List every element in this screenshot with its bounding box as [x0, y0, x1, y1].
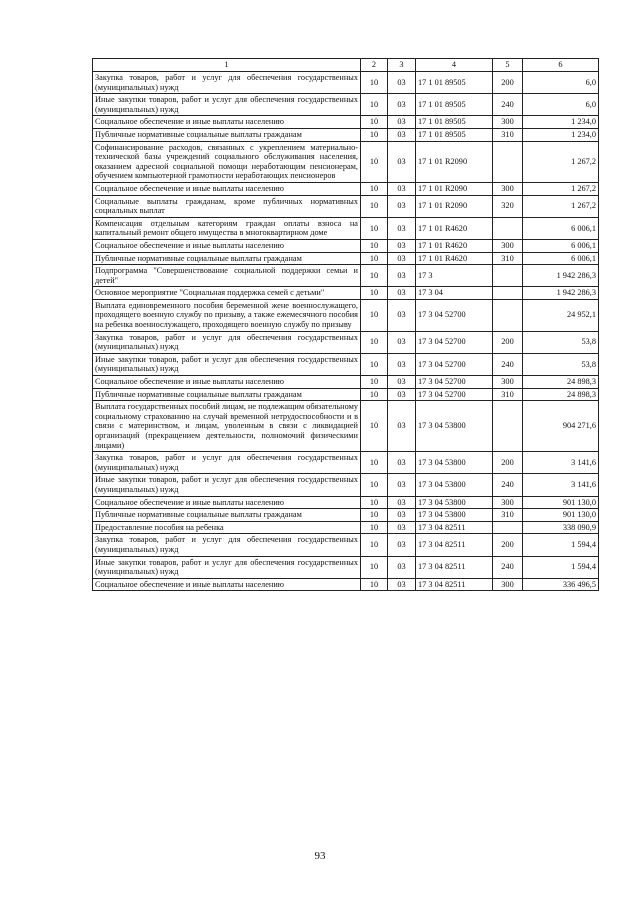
table-row [93, 265, 599, 287]
row-target-code: 17 1 01 89505 [416, 72, 493, 94]
row-subsection: 03 [388, 299, 416, 331]
row-section: 10 [361, 252, 388, 265]
row-expense-type [493, 521, 523, 534]
budget-table [92, 58, 599, 591]
row-expense-type [493, 299, 523, 331]
row-section: 10 [361, 452, 388, 474]
row-expense-type: 300 [493, 239, 523, 252]
row-subsection: 03 [388, 141, 416, 182]
table-row [93, 376, 599, 389]
row-name: Выплата государственных пособий лицам, не подлежащим обязательному социальному страхованию на случай временной нетрудоспособности и в связи с материнством, и лицам, уволенным в связи с ликвидацией организаций (прекращением деятельности, полномочий физическими лицами) [93, 401, 361, 452]
row-amount: 1 594,4 [523, 534, 599, 556]
row-subsection: 03 [388, 556, 416, 578]
row-amount: 24 898,3 [523, 376, 599, 389]
row-amount: 901 130,0 [523, 509, 599, 522]
row-name: Софинансирование расходов, связанных с укреплением материально-технической базы учреждений социального обслуживания населения, оказанием адресной социальной помощи неработающим пенсионерам, обучением компьютерной грамотности неработающих пенсионеров [93, 141, 361, 182]
row-expense-type: 300 [493, 376, 523, 389]
row-target-code: 17 3 04 52700 [416, 299, 493, 331]
row-name: Выплата единовременного пособия беременной жене военнослужащего, проходящего военную службу по призыву, а также ежемесячного пособия на ребенка военнослужащего, проходящего военную службу по призыву [93, 299, 361, 331]
row-subsection: 03 [388, 287, 416, 300]
row-expense-type: 200 [493, 452, 523, 474]
header-col-5: 5 [493, 59, 523, 72]
row-target-code: 17 1 01 R2090 [416, 195, 493, 217]
table-row [93, 116, 599, 129]
table-row [93, 509, 599, 522]
row-target-code: 17 1 01 R4620 [416, 217, 493, 239]
row-name: Закупка товаров, работ и услуг для обеспечения государственных (муниципальных) нужд [93, 534, 361, 556]
row-section: 10 [361, 401, 388, 452]
row-expense-type: 300 [493, 578, 523, 591]
row-section: 10 [361, 116, 388, 129]
row-amount: 1 234,0 [523, 128, 599, 141]
row-name: Закупка товаров, работ и услуг для обеспечения государственных (муниципальных) нужд [93, 331, 361, 353]
table-row [93, 94, 599, 116]
row-target-code: 17 3 04 82511 [416, 534, 493, 556]
header-col-6: 6 [523, 59, 599, 72]
row-name: Публичные нормативные социальные выплаты гражданам [93, 388, 361, 401]
header-row [93, 59, 599, 72]
row-section: 10 [361, 265, 388, 287]
row-name: Социальное обеспечение и иные выплаты населению [93, 578, 361, 591]
row-expense-type: 200 [493, 534, 523, 556]
row-amount: 1 942 286,3 [523, 265, 599, 287]
row-expense-type [493, 141, 523, 182]
row-target-code: 17 1 01 89505 [416, 128, 493, 141]
row-amount: 904 271,6 [523, 401, 599, 452]
row-amount: 53,8 [523, 353, 599, 375]
row-target-code: 17 3 04 52700 [416, 331, 493, 353]
table-row [93, 452, 599, 474]
table-row [93, 287, 599, 300]
row-target-code: 17 3 04 [416, 287, 493, 300]
row-amount: 6,0 [523, 94, 599, 116]
row-target-code: 17 3 04 82511 [416, 556, 493, 578]
table-row [93, 353, 599, 375]
row-section: 10 [361, 195, 388, 217]
row-expense-type: 240 [493, 474, 523, 496]
row-target-code: 17 1 01 R4620 [416, 239, 493, 252]
row-subsection: 03 [388, 182, 416, 195]
row-section: 10 [361, 331, 388, 353]
row-amount: 1 267,2 [523, 182, 599, 195]
table-row [93, 496, 599, 509]
row-amount: 3 141,6 [523, 474, 599, 496]
row-section: 10 [361, 521, 388, 534]
row-expense-type: 310 [493, 128, 523, 141]
row-subsection: 03 [388, 252, 416, 265]
row-name: Иные закупки товаров, работ и услуг для обеспечения государственных (муниципальных) нужд [93, 556, 361, 578]
table-row [93, 521, 599, 534]
row-section: 10 [361, 239, 388, 252]
row-expense-type: 240 [493, 94, 523, 116]
row-amount: 6 006,1 [523, 239, 599, 252]
row-section: 10 [361, 509, 388, 522]
row-subsection: 03 [388, 128, 416, 141]
table-row [93, 388, 599, 401]
table-row [93, 534, 599, 556]
row-expense-type: 300 [493, 496, 523, 509]
row-target-code: 17 1 01 R4620 [416, 252, 493, 265]
row-section: 10 [361, 141, 388, 182]
row-amount: 6 006,1 [523, 217, 599, 239]
row-amount: 1 267,2 [523, 195, 599, 217]
row-section: 10 [361, 376, 388, 389]
row-target-code: 17 3 04 82511 [416, 521, 493, 534]
row-expense-type [493, 401, 523, 452]
row-subsection: 03 [388, 239, 416, 252]
row-expense-type: 310 [493, 388, 523, 401]
row-target-code: 17 3 [416, 265, 493, 287]
row-target-code: 17 3 04 52700 [416, 388, 493, 401]
row-target-code: 17 3 04 52700 [416, 376, 493, 389]
table-row [93, 556, 599, 578]
row-target-code: 17 3 04 53800 [416, 474, 493, 496]
row-section: 10 [361, 217, 388, 239]
row-target-code: 17 1 01 R2090 [416, 141, 493, 182]
table-row [93, 195, 599, 217]
row-subsection: 03 [388, 452, 416, 474]
row-amount: 6,0 [523, 72, 599, 94]
row-subsection: 03 [388, 521, 416, 534]
row-amount: 338 090,9 [523, 521, 599, 534]
row-section: 10 [361, 182, 388, 195]
table-row [93, 182, 599, 195]
row-subsection: 03 [388, 534, 416, 556]
row-subsection: 03 [388, 353, 416, 375]
row-section: 10 [361, 128, 388, 141]
row-expense-type: 300 [493, 182, 523, 195]
row-amount: 24 952,1 [523, 299, 599, 331]
row-subsection: 03 [388, 388, 416, 401]
row-subsection: 03 [388, 509, 416, 522]
row-expense-type [493, 265, 523, 287]
row-subsection: 03 [388, 72, 416, 94]
row-name: Иные закупки товаров, работ и услуг для обеспечения государственных (муниципальных) нужд [93, 474, 361, 496]
row-name: Закупка товаров, работ и услуг для обеспечения государственных (муниципальных) нужд [93, 72, 361, 94]
header-col-4: 4 [416, 59, 493, 72]
page-number: 93 [314, 850, 326, 862]
row-target-code: 17 1 01 89505 [416, 116, 493, 129]
row-expense-type: 320 [493, 195, 523, 217]
row-name: Социальные выплаты гражданам, кроме публичных нормативных социальных выплат [93, 195, 361, 217]
table-row [93, 578, 599, 591]
row-name: Социальное обеспечение и иные выплаты населению [93, 376, 361, 389]
row-amount: 1 267,2 [523, 141, 599, 182]
row-target-code: 17 3 04 82511 [416, 578, 493, 591]
row-subsection: 03 [388, 116, 416, 129]
row-name: Социальное обеспечение и иные выплаты населению [93, 182, 361, 195]
row-subsection: 03 [388, 217, 416, 239]
row-expense-type: 310 [493, 509, 523, 522]
table-row [93, 141, 599, 182]
row-subsection: 03 [388, 331, 416, 353]
row-subsection: 03 [388, 94, 416, 116]
row-name: Подпрограмма "Совершенствование социальной поддержки семьи и детей" [93, 265, 361, 287]
row-expense-type: 200 [493, 72, 523, 94]
row-amount: 1 594,4 [523, 556, 599, 578]
row-amount: 336 496,5 [523, 578, 599, 591]
row-target-code: 17 3 04 52700 [416, 353, 493, 375]
row-section: 10 [361, 496, 388, 509]
row-name: Публичные нормативные социальные выплаты гражданам [93, 509, 361, 522]
row-subsection: 03 [388, 474, 416, 496]
row-amount: 53,8 [523, 331, 599, 353]
row-name: Социальное обеспечение и иные выплаты населению [93, 116, 361, 129]
row-amount: 24 898,3 [523, 388, 599, 401]
row-amount: 901 130,0 [523, 496, 599, 509]
table-row [93, 72, 599, 94]
row-subsection: 03 [388, 265, 416, 287]
row-section: 10 [361, 287, 388, 300]
row-section: 10 [361, 474, 388, 496]
table-row [93, 299, 599, 331]
row-expense-type [493, 217, 523, 239]
row-section: 10 [361, 94, 388, 116]
row-name: Закупка товаров, работ и услуг для обеспечения государственных (муниципальных) нужд [93, 452, 361, 474]
row-section: 10 [361, 299, 388, 331]
row-section: 10 [361, 353, 388, 375]
row-target-code: 17 3 04 53800 [416, 509, 493, 522]
row-expense-type: 300 [493, 116, 523, 129]
row-name: Публичные нормативные социальные выплаты гражданам [93, 128, 361, 141]
row-amount: 6 006,1 [523, 252, 599, 265]
row-amount: 1 942 286,3 [523, 287, 599, 300]
budget-page [92, 58, 598, 591]
row-target-code: 17 1 01 R2090 [416, 182, 493, 195]
row-section: 10 [361, 388, 388, 401]
table-row [93, 217, 599, 239]
row-subsection: 03 [388, 195, 416, 217]
table-row [93, 239, 599, 252]
row-name: Компенсация отдельным категориям граждан оплаты взноса на капитальный ремонт общего имущества в многоквартирном доме [93, 217, 361, 239]
row-section: 10 [361, 72, 388, 94]
row-name: Иные закупки товаров, работ и услуг для обеспечения государственных (муниципальных) нужд [93, 94, 361, 116]
row-target-code: 17 3 04 53800 [416, 496, 493, 509]
header-col-1: 1 [93, 59, 361, 72]
header-col-3: 3 [388, 59, 416, 72]
row-name: Социальное обеспечение и иные выплаты населению [93, 239, 361, 252]
row-amount: 1 234,0 [523, 116, 599, 129]
table-row [93, 401, 599, 452]
row-section: 10 [361, 556, 388, 578]
row-subsection: 03 [388, 401, 416, 452]
row-expense-type: 200 [493, 331, 523, 353]
table-row [93, 331, 599, 353]
row-subsection: 03 [388, 578, 416, 591]
table-row [93, 128, 599, 141]
row-subsection: 03 [388, 496, 416, 509]
row-name: Предоставление пособия на ребенка [93, 521, 361, 534]
row-subsection: 03 [388, 376, 416, 389]
row-expense-type [493, 287, 523, 300]
row-name: Основное мероприятие "Социальная поддержка семей с детьми" [93, 287, 361, 300]
row-name: Иные закупки товаров, работ и услуг для обеспечения государственных (муниципальных) нужд [93, 353, 361, 375]
row-expense-type: 310 [493, 252, 523, 265]
row-section: 10 [361, 578, 388, 591]
row-name: Социальное обеспечение и иные выплаты населению [93, 496, 361, 509]
row-expense-type: 240 [493, 353, 523, 375]
row-name: Публичные нормативные социальные выплаты гражданам [93, 252, 361, 265]
header-col-2: 2 [361, 59, 388, 72]
row-target-code: 17 1 01 89505 [416, 94, 493, 116]
row-target-code: 17 3 04 53800 [416, 452, 493, 474]
row-amount: 3 141,6 [523, 452, 599, 474]
row-section: 10 [361, 534, 388, 556]
table-row [93, 252, 599, 265]
row-expense-type: 240 [493, 556, 523, 578]
row-target-code: 17 3 04 53800 [416, 401, 493, 452]
table-row [93, 474, 599, 496]
